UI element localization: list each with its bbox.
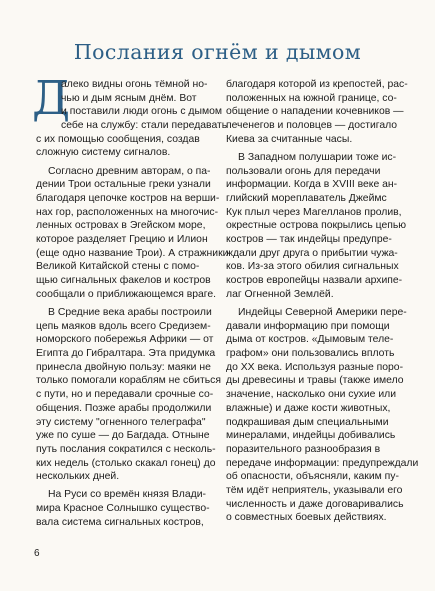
text-line: ждали друг друга о прибытии чужа- bbox=[226, 247, 398, 259]
text-line: цепь маяков вдоль всего Средизем- bbox=[36, 320, 211, 332]
text-line: нах гор, расположенных на многочис- bbox=[36, 206, 219, 218]
text-line: ленных островах в Эгейском море, bbox=[36, 220, 206, 232]
text-line: Кук плыл через Магелланов пролив, bbox=[226, 206, 402, 218]
text-line: В Западном полушарии тоже ис- bbox=[238, 151, 397, 163]
paragraph bbox=[36, 165, 229, 302]
paragraph bbox=[226, 306, 419, 525]
text-line: дыма от костров. «Дымовым теле- bbox=[226, 334, 394, 346]
text-line: только помогали кораблям не сбиться bbox=[36, 375, 221, 387]
paragraph bbox=[36, 488, 218, 529]
text-line: об опасности, объясняли, каким пу- bbox=[226, 471, 399, 483]
text-line: На Руси со времён князя Влади- bbox=[48, 489, 206, 501]
text-line: костров — так индейцы предупре- bbox=[226, 234, 392, 246]
text-line: общение о нападении кочевников — bbox=[226, 106, 404, 118]
text-line: и поставили люди огонь с дымом bbox=[61, 106, 223, 118]
text-line: благодаря цепочке костров на верши- bbox=[36, 193, 220, 204]
text-line: щью сигнальных факелов и костров bbox=[36, 275, 211, 287]
text-line: эту систему "огненного телеграфа" bbox=[36, 416, 206, 428]
text-line: пользовали огонь для передачи bbox=[226, 165, 381, 177]
page-number: 6 bbox=[34, 548, 40, 559]
text-line: Киева за считанные часы. bbox=[226, 133, 353, 145]
text-line: глийский мореплаватель Джеймс bbox=[226, 193, 387, 204]
page-title: Послания огнём и дымом bbox=[73, 40, 362, 64]
text-line: вала система сигнальных костров, bbox=[36, 516, 204, 528]
text-line: ды древесины и травы (также имело bbox=[226, 375, 404, 387]
text-line: с пути, но и передавали срочные со- bbox=[36, 389, 214, 401]
text-line: передаче информации: предупреждали bbox=[226, 457, 419, 469]
left-column bbox=[36, 78, 229, 530]
text-line: печенегов и половцев — достигало bbox=[226, 120, 398, 132]
text-line: численность и даже договаривались bbox=[226, 498, 404, 510]
text-line: дении Трои остальные греки узнали bbox=[36, 179, 211, 191]
text-line: значение, насколько они сухие или bbox=[226, 389, 397, 401]
text-line: чью и дым ясным днём. Вот bbox=[61, 92, 197, 104]
text-line: общения. Позже арабы продолжили bbox=[36, 402, 212, 414]
paragraph bbox=[226, 78, 408, 146]
text-line: Великой Китайской стены с помо- bbox=[36, 261, 200, 273]
text-line: костров европейцы назвали архипе- bbox=[226, 275, 403, 287]
text-line: поразительного разнообразия в bbox=[226, 443, 381, 455]
text-line: Согласно древним авторам, о па- bbox=[48, 165, 211, 177]
text-line: сложную систему сигналов. bbox=[36, 147, 171, 159]
paragraph bbox=[226, 151, 407, 302]
text-line: лаг Огненной Землёй. bbox=[226, 288, 334, 300]
text-line: минералами, индейцы добивались bbox=[226, 430, 396, 442]
drop-cap: Д bbox=[32, 71, 71, 126]
text-line: с их помощью сообщения, создав bbox=[36, 133, 200, 145]
text-line: номорского побережья Африки — от bbox=[36, 334, 214, 346]
text-line: влажные) и даже кости животных, bbox=[226, 402, 391, 414]
text-line: Египта до Гибралтара. Эта придумка bbox=[36, 348, 216, 360]
text-line: себе на службу: стали передавать bbox=[61, 120, 228, 132]
right-column bbox=[226, 78, 419, 525]
text-line: сообщали о приближающемся враге. bbox=[36, 288, 217, 300]
text-line: подкрашивая дым специальными bbox=[226, 416, 389, 428]
text-line: Индейцы Северной Америки пере- bbox=[238, 307, 407, 318]
text-line: положенных на южной границе, со- bbox=[226, 92, 397, 104]
text-line: мира Красное Солнышко существо- bbox=[36, 503, 210, 515]
text-line: графом» они пользовались вплоть bbox=[226, 348, 395, 360]
text-line: путь послания сократился с несколь- bbox=[36, 443, 216, 455]
text-line: благодаря которой из крепостей, рас- bbox=[226, 79, 408, 90]
paragraph bbox=[36, 78, 228, 160]
text-line: уже по суше — до Багдада. Отныне bbox=[36, 430, 210, 442]
text-line: нескольких дней. bbox=[36, 471, 120, 483]
text-line: которое разделяет Грецию и Илион bbox=[36, 234, 208, 246]
text-line: В Средние века арабы построили bbox=[48, 307, 212, 318]
text-line: ков. Из-за этого обилия сигнальных bbox=[226, 261, 399, 273]
text-line: алеко видны огонь тёмной но- bbox=[61, 79, 208, 90]
paragraph bbox=[36, 306, 221, 484]
text-line: (еще одно название Трои). А стражники bbox=[36, 247, 229, 259]
text-line: тём идёт неприятель, указывали его bbox=[226, 484, 403, 496]
text-line: до XX века. Используя разные поро- bbox=[226, 361, 404, 373]
text-line: информации. Когда в XVIII веке ан- bbox=[226, 179, 398, 191]
text-line: о совместных боевых действиях. bbox=[226, 512, 387, 524]
text-line: давали информацию при помощи bbox=[226, 320, 390, 332]
text-line: принесла двойную пользу: маяки не bbox=[36, 361, 211, 373]
text-line: ких недель (столько скакал гонец) до bbox=[36, 457, 216, 469]
text-line: окрестные острова покрылись цепью bbox=[226, 220, 407, 232]
